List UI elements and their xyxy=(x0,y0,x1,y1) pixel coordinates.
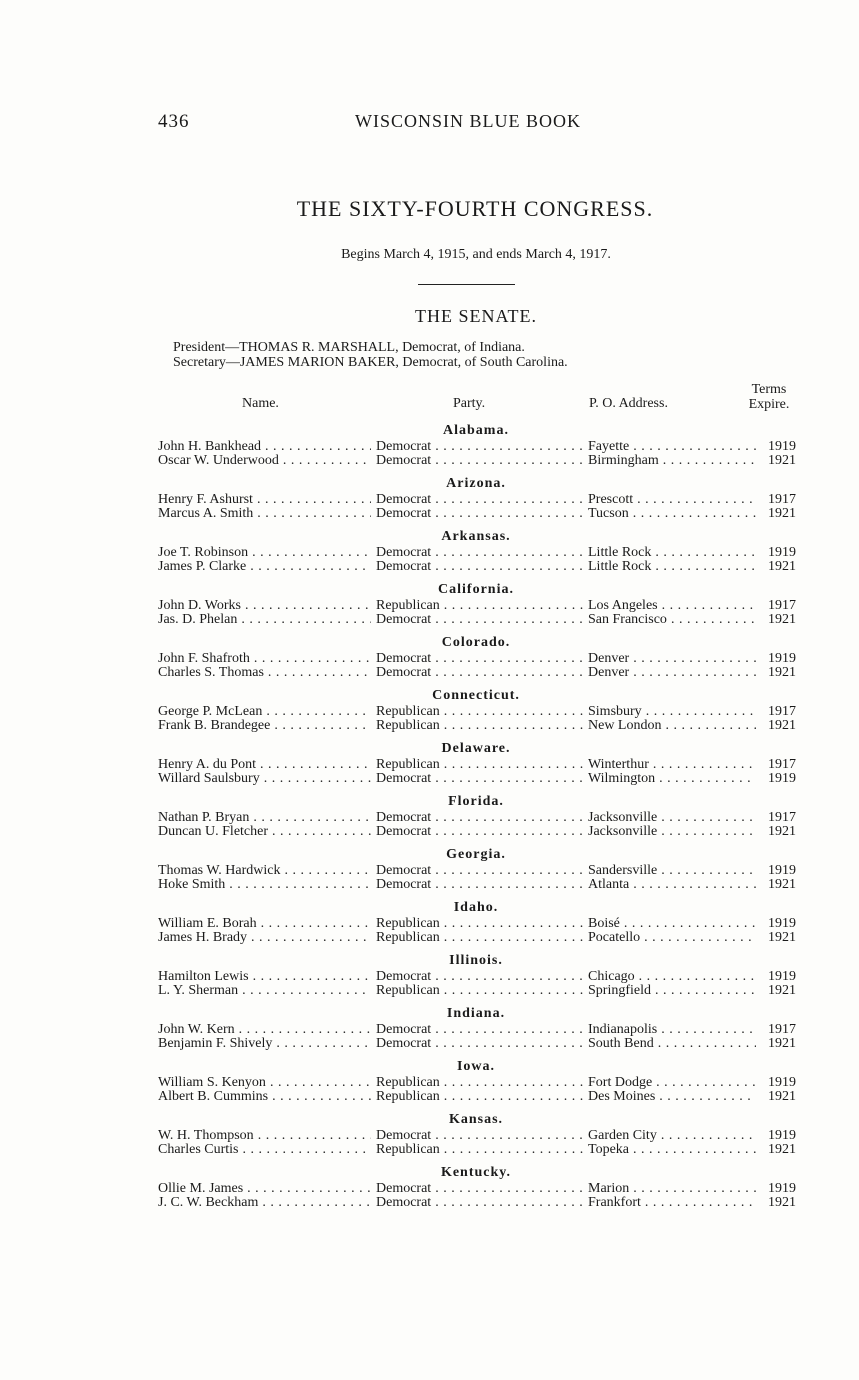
senator-name: James H. Brady . . . xyxy=(158,931,371,945)
senator-row xyxy=(0,758,859,772)
senator-table xyxy=(0,419,859,1216)
senator-address: Chicago . . . xyxy=(588,970,756,984)
secretary-line: Secretary—JAMES MARION BAKER, Democrat, of South Carolina. xyxy=(173,355,568,370)
senator-party: Democrat . . . xyxy=(376,811,583,825)
column-header-address: P. O. Address. xyxy=(589,396,668,411)
senator-name: Joe T. Robinson . . . xyxy=(158,546,371,560)
senator-party: Democrat . . . xyxy=(376,493,583,507)
senator-row xyxy=(0,546,859,560)
term-expires: 1919 xyxy=(768,771,796,786)
term-expires: 1921 xyxy=(768,453,796,468)
column-header-party: Party. xyxy=(453,396,486,411)
senator-address: South Bend . . . xyxy=(588,1037,756,1051)
term-expires: 1919 xyxy=(768,651,796,666)
senator-name: Thomas W. Hardwick . . . xyxy=(158,864,371,878)
senator-party: Democrat . . . xyxy=(376,825,583,839)
senator-row xyxy=(0,613,859,627)
term-expires: 1921 xyxy=(768,930,796,945)
senator-address: Marion . . . xyxy=(588,1182,756,1196)
state-group xyxy=(0,686,859,733)
senator-party: Democrat . . . xyxy=(376,878,583,892)
senator-row xyxy=(0,1129,859,1143)
senator-row xyxy=(0,652,859,666)
state-heading: Georgia. xyxy=(446,847,506,862)
column-header-name: Name. xyxy=(242,396,279,411)
senator-name: John W. Kern . . . xyxy=(158,1023,371,1037)
senator-address: Los Angeles . . . xyxy=(588,599,756,613)
state-group xyxy=(0,739,859,786)
senator-party: Democrat . . . xyxy=(376,440,583,454)
senator-party: Democrat . . . xyxy=(376,1037,583,1051)
president-line: President—THOMAS R. MARSHALL, Democrat, of Indiana. xyxy=(173,340,525,355)
senator-address: Jacksonville . . . xyxy=(588,825,756,839)
senator-party: Democrat . . . xyxy=(376,613,583,627)
senator-party: Republican . . . xyxy=(376,758,583,772)
senator-address: Wilmington . . . xyxy=(588,772,756,786)
term-expires: 1921 xyxy=(768,824,796,839)
term-expires: 1917 xyxy=(768,492,796,507)
state-heading: California. xyxy=(438,582,514,597)
term-expires: 1921 xyxy=(768,877,796,892)
term-expires: 1921 xyxy=(768,1089,796,1104)
term-expires: 1921 xyxy=(768,506,796,521)
term-expires: 1921 xyxy=(768,665,796,680)
state-group xyxy=(0,1004,859,1051)
senator-row xyxy=(0,1076,859,1090)
senator-address: Sandersville . . . xyxy=(588,864,756,878)
senator-name: Hoke Smith . . . xyxy=(158,878,371,892)
term-expires: 1921 xyxy=(768,559,796,574)
senator-name: Duncan U. Fletcher . . . xyxy=(158,825,371,839)
senator-row xyxy=(0,440,859,454)
senator-name: Henry F. Ashurst . . . xyxy=(158,493,371,507)
senator-name: John H. Bankhead . . . xyxy=(158,440,371,454)
term-expires: 1919 xyxy=(768,863,796,878)
senator-address: Topeka . . . xyxy=(588,1143,756,1157)
senator-address: Fayette . . . xyxy=(588,440,756,454)
state-group xyxy=(0,580,859,627)
senator-name: John D. Works . . . xyxy=(158,599,371,613)
state-group xyxy=(0,1057,859,1104)
senator-row xyxy=(0,666,859,680)
senator-row xyxy=(0,825,859,839)
term-expires: 1919 xyxy=(768,916,796,931)
senator-party: Democrat . . . xyxy=(376,1023,583,1037)
senator-name: William E. Borah . . . xyxy=(158,917,371,931)
senator-address: Springfield . . . xyxy=(588,984,756,998)
senator-name: Charles Curtis . . . xyxy=(158,1143,371,1157)
senator-party: Republican . . . xyxy=(376,719,583,733)
senator-row xyxy=(0,1143,859,1157)
senator-party: Republican . . . xyxy=(376,984,583,998)
term-expires: 1921 xyxy=(768,612,796,627)
state-group xyxy=(0,421,859,468)
senator-name: Frank B. Brandegee . . . xyxy=(158,719,371,733)
state-heading: Alabama. xyxy=(443,423,509,438)
senator-address: Frankfort . . . xyxy=(588,1196,756,1210)
term-expires: 1919 xyxy=(768,545,796,560)
senator-row xyxy=(0,493,859,507)
senator-row xyxy=(0,1090,859,1104)
senator-party: Republican . . . xyxy=(376,1090,583,1104)
senator-row xyxy=(0,917,859,931)
senator-address: Simsbury . . . xyxy=(588,705,756,719)
senator-party: Republican . . . xyxy=(376,599,583,613)
term-expires: 1919 xyxy=(768,439,796,454)
state-heading: Kentucky. xyxy=(440,1165,512,1180)
senator-address: Boisé . . . xyxy=(588,917,756,931)
senator-address: Birmingham . . . xyxy=(588,454,756,468)
state-heading: Arizona. xyxy=(446,476,506,491)
senator-name: Jas. D. Phelan . . . xyxy=(158,613,371,627)
senator-row xyxy=(0,1182,859,1196)
subtitle: Begins March 4, 1915, and ends March 4, 1917. xyxy=(341,247,611,262)
senator-address: Indianapolis . . . xyxy=(588,1023,756,1037)
senator-row xyxy=(0,1037,859,1051)
state-heading: Florida. xyxy=(448,794,504,809)
term-expires: 1917 xyxy=(768,757,796,772)
senator-name: Charles S. Thomas . . . xyxy=(158,666,371,680)
senator-party: Democrat . . . xyxy=(376,864,583,878)
senator-row xyxy=(0,864,859,878)
term-expires: 1919 xyxy=(768,1181,796,1196)
state-heading: Delaware. xyxy=(441,741,511,756)
state-group xyxy=(0,527,859,574)
senator-row xyxy=(0,772,859,786)
senator-name: Nathan P. Bryan . . . xyxy=(158,811,371,825)
state-group xyxy=(0,792,859,839)
senator-name: James P. Clarke . . . xyxy=(158,560,371,574)
senator-row xyxy=(0,1196,859,1210)
senator-name: William S. Kenyon . . . xyxy=(158,1076,371,1090)
senator-address: New London . . . xyxy=(588,719,756,733)
senator-address: Denver . . . xyxy=(588,652,756,666)
senator-name: George P. McLean . . . xyxy=(158,705,371,719)
state-group xyxy=(0,845,859,892)
state-heading: Iowa. xyxy=(456,1059,496,1074)
senator-party: Democrat . . . xyxy=(376,970,583,984)
senator-party: Democrat . . . xyxy=(376,666,583,680)
senator-row xyxy=(0,970,859,984)
divider-rule xyxy=(418,284,515,285)
running-head: WISCONSIN BLUE BOOK xyxy=(355,111,581,131)
senator-name: L. Y. Sherman . . . xyxy=(158,984,371,998)
senator-row xyxy=(0,1023,859,1037)
senator-party: Republican . . . xyxy=(376,705,583,719)
terms-label: Terms xyxy=(751,382,787,397)
page-number: 436 xyxy=(158,111,190,132)
senator-address: San Francisco . . . xyxy=(588,613,756,627)
term-expires: 1921 xyxy=(768,983,796,998)
term-expires: 1919 xyxy=(768,969,796,984)
term-expires: 1921 xyxy=(768,1036,796,1051)
state-heading: Colorado. xyxy=(441,635,511,650)
senator-party: Democrat . . . xyxy=(376,546,583,560)
term-expires: 1917 xyxy=(768,1022,796,1037)
senator-address: Atlanta . . . xyxy=(588,878,756,892)
senator-address: Garden City . . . xyxy=(588,1129,756,1143)
senator-address: Jacksonville . . . xyxy=(588,811,756,825)
senator-row xyxy=(0,984,859,998)
state-heading: Idaho. xyxy=(453,900,499,915)
term-expires: 1921 xyxy=(768,718,796,733)
senator-row xyxy=(0,719,859,733)
senator-party: Republican . . . xyxy=(376,931,583,945)
senator-party: Republican . . . xyxy=(376,1143,583,1157)
senator-name: J. C. W. Beckham . . . xyxy=(158,1196,371,1210)
senator-address: Pocatello . . . xyxy=(588,931,756,945)
senator-name: Willard Saulsbury . . . xyxy=(158,772,371,786)
state-group xyxy=(0,1163,859,1210)
senator-row xyxy=(0,454,859,468)
term-expires: 1917 xyxy=(768,810,796,825)
term-expires: 1919 xyxy=(768,1128,796,1143)
term-expires: 1919 xyxy=(768,1075,796,1090)
senator-party: Democrat . . . xyxy=(376,507,583,521)
term-expires: 1921 xyxy=(768,1195,796,1210)
page-title: THE SIXTY-FOURTH CONGRESS. xyxy=(296,196,654,221)
senator-address: Prescott . . . xyxy=(588,493,756,507)
state-group xyxy=(0,633,859,680)
senator-address: Fort Dodge . . . xyxy=(588,1076,756,1090)
senator-row xyxy=(0,811,859,825)
senator-party: Republican . . . xyxy=(376,1076,583,1090)
senator-address: Little Rock . . . xyxy=(588,560,756,574)
expire-label: Expire. xyxy=(748,397,790,412)
senator-name: Henry A. du Pont . . . xyxy=(158,758,371,772)
state-group xyxy=(0,1110,859,1157)
senator-address: Little Rock . . . xyxy=(588,546,756,560)
senator-party: Democrat . . . xyxy=(376,652,583,666)
state-group xyxy=(0,951,859,998)
term-expires: 1917 xyxy=(768,704,796,719)
senator-row xyxy=(0,560,859,574)
senator-address: Tucson . . . xyxy=(588,507,756,521)
state-heading: Indiana. xyxy=(446,1006,506,1021)
senator-name: W. H. Thompson . . . xyxy=(158,1129,371,1143)
senator-party: Democrat . . . xyxy=(376,454,583,468)
state-heading: Arkansas. xyxy=(441,529,511,544)
term-expires: 1917 xyxy=(768,598,796,613)
senator-party: Republican . . . xyxy=(376,917,583,931)
senator-party: Democrat . . . xyxy=(376,560,583,574)
senator-party: Democrat . . . xyxy=(376,772,583,786)
senator-address: Winterthur . . . xyxy=(588,758,756,772)
state-heading: Illinois. xyxy=(449,953,503,968)
senator-row xyxy=(0,705,859,719)
senator-name: Marcus A. Smith . . . xyxy=(158,507,371,521)
senator-party: Democrat . . . xyxy=(376,1129,583,1143)
state-group xyxy=(0,898,859,945)
state-heading: Kansas. xyxy=(448,1112,504,1127)
senator-row xyxy=(0,931,859,945)
section-title: THE SENATE. xyxy=(415,306,537,326)
state-heading: Connecticut. xyxy=(432,688,520,703)
senator-address: Des Moines . . . xyxy=(588,1090,756,1104)
senator-row xyxy=(0,878,859,892)
column-header-terms xyxy=(740,382,798,412)
senator-name: John F. Shafroth . . . xyxy=(158,652,371,666)
senator-party: Democrat . . . xyxy=(376,1196,583,1210)
senator-name: Hamilton Lewis . . . xyxy=(158,970,371,984)
state-group xyxy=(0,474,859,521)
senator-name: Albert B. Cummins . . . xyxy=(158,1090,371,1104)
senator-name: Oscar W. Underwood . . . xyxy=(158,454,371,468)
senator-name: Benjamin F. Shively . . . xyxy=(158,1037,371,1051)
senator-party: Democrat . . . xyxy=(376,1182,583,1196)
term-expires: 1921 xyxy=(768,1142,796,1157)
senator-row xyxy=(0,507,859,521)
senator-row xyxy=(0,599,859,613)
senator-address: Denver . . . xyxy=(588,666,756,680)
senator-name: Ollie M. James . . . xyxy=(158,1182,371,1196)
